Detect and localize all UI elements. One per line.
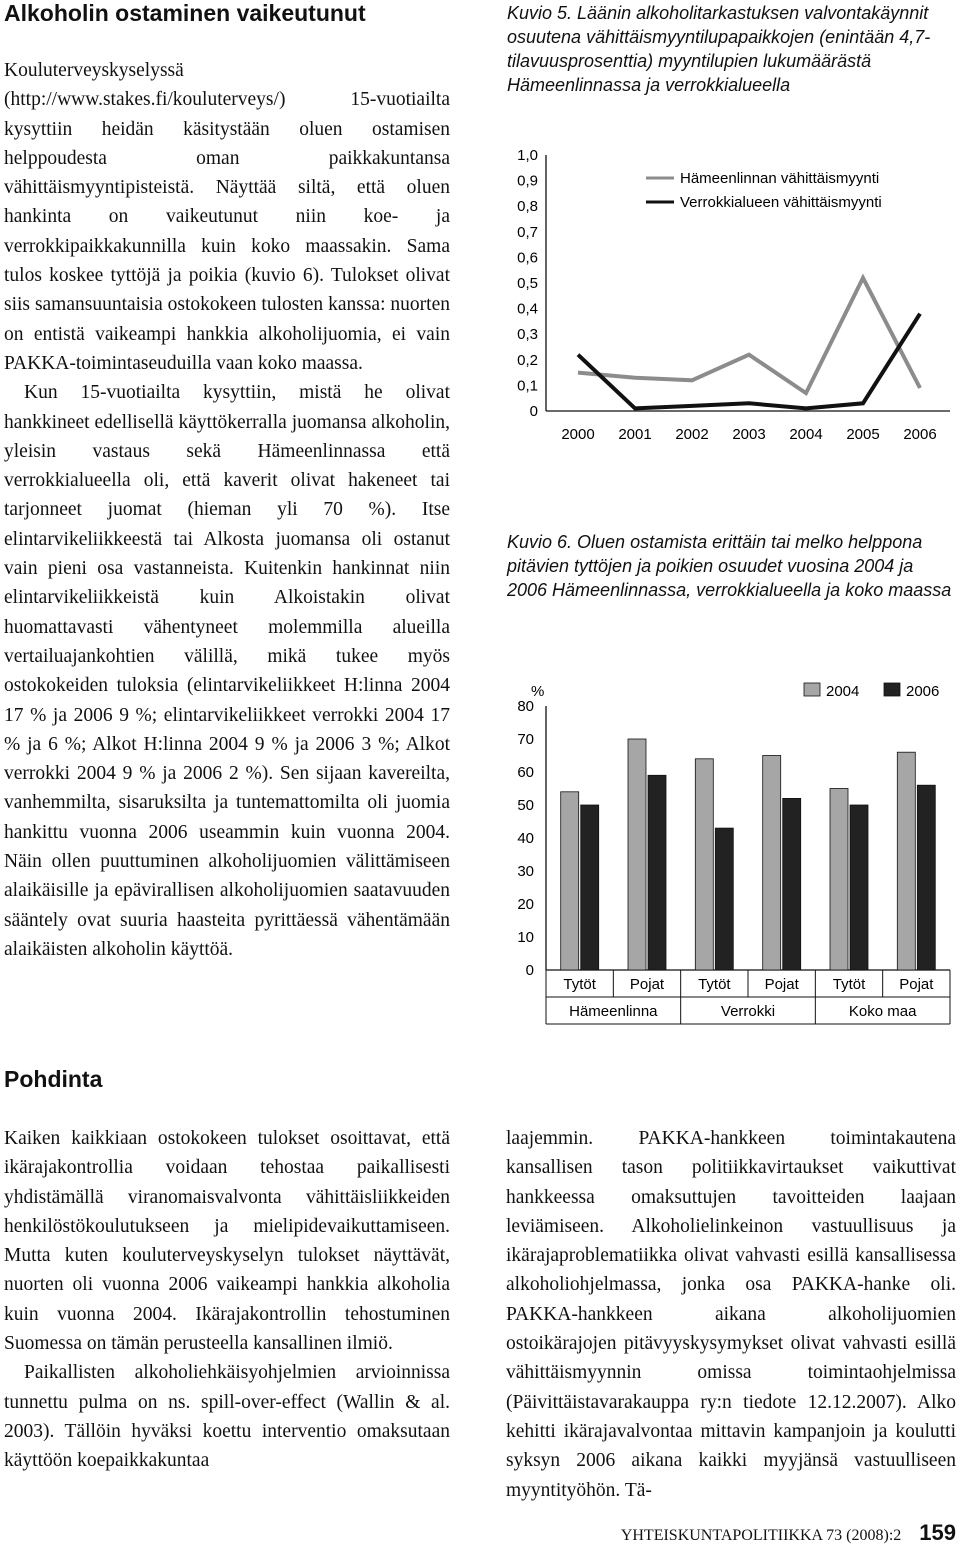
figure5-caption: Kuvio 5. Läänin alkoholitarkastuksen valvontakäynnit osuutena vähittäismyyntilupapaikkojen (enintään 4,7-tilavuusprosenttia) myyntilupien lukumäärästä Hämeenlinnassa ja verrokkialueella bbox=[507, 3, 931, 95]
bar bbox=[917, 785, 935, 970]
y-tick-label: 0 bbox=[529, 403, 538, 420]
bar bbox=[648, 775, 666, 970]
legend-swatch bbox=[884, 683, 900, 696]
x-tick-label: 2003 bbox=[732, 426, 766, 443]
article-title: Alkoholin ostaminen vaikeutunut bbox=[4, 0, 366, 26]
y-tick-label: 0,6 bbox=[517, 249, 538, 267]
x-tick-label: Tytöt bbox=[832, 976, 866, 993]
legend-swatch bbox=[804, 683, 820, 696]
y-tick-label: 1,0 bbox=[517, 147, 538, 164]
x-tick-label: Pojat bbox=[764, 976, 799, 993]
x-tick-label: Pojat bbox=[899, 976, 934, 993]
bar bbox=[715, 828, 733, 970]
y-tick-label: 0,4 bbox=[517, 300, 538, 318]
x-tick-label: Pojat bbox=[629, 976, 665, 993]
x-tick-label: 2000 bbox=[561, 426, 595, 443]
y-tick-label: 0,1 bbox=[517, 377, 538, 395]
paragraph: laajemmin. PAKKA-hankkeen toimintakautena kansallisen tason politiikkavirtaukset vaikuttivat hankkeessa omaksuttujen tavoitteiden laajaan leviämiseen. Alkoholielinkeinon vastuullisuus ja ikärajaproblematiikka olivat vahvasti esillä kansallisessa alkoholiohjelmassa, jonka osa PAKKA-hanke oli. PAKKA-hankkeen aikana alkoholijuomien ostoikärajojen pitävyyskysymykset olivat vahvasti esillä vähittäismyynnin omissa toimintaohjelmissa (Päivittäistavarakauppa ry:n tiedote 12.12.2007). Alko kehitti ikärajavalvontaa mittavin kampanjoin ja koulutti syksyn 2006 aikana kaikki myyjänsä vastuulliseen myyntityöhön. Tä- bbox=[506, 1128, 956, 1501]
paragraph: Kouluterveyskyselyssä (http://www.stakes.fi/kouluterveys/) 15-vuotiailta kysyttiin heidän käsitystään oluen ostamisen helppoudesta oman paikkakuntansa vähittäismyyntipisteistä. Näyttää siltä, että oluen hankinta on vaikeutunut niin koe- ja verrokkipaikkakunnilla kuin koko maassakin. Sama tulos koskee tyttöjä ja poikia (kuvio 6). Tulokset olivat siis samansuuntaisia ostokokeen tulosten kanssa: nuorten on entistä vaikeampi hankkia alkoholijuomia, ei vain PAKKA-toimintaseuduilla vaan koko maassa. bbox=[4, 60, 450, 374]
y-tick-label: 30 bbox=[517, 863, 534, 880]
bar-chart bbox=[506, 670, 956, 1050]
y-tick-label: 80 bbox=[517, 698, 534, 715]
bar bbox=[561, 792, 579, 970]
x-tick-label: 2004 bbox=[789, 426, 823, 443]
bar bbox=[695, 759, 713, 970]
series-line bbox=[578, 278, 920, 393]
y-unit-label: % bbox=[531, 683, 545, 700]
x-tick-label: 2006 bbox=[903, 426, 937, 443]
pohdinta-left-column bbox=[4, 1124, 450, 1476]
y-tick-label: 60 bbox=[517, 764, 534, 781]
y-tick-label: 0,3 bbox=[517, 326, 538, 344]
y-tick-label: 0,2 bbox=[517, 351, 538, 369]
y-tick-label: 0,8 bbox=[517, 198, 538, 216]
x-tick-label: Tytöt bbox=[698, 976, 731, 993]
legend-label: 2006 bbox=[906, 683, 940, 700]
article-body bbox=[4, 56, 450, 964]
y-tick-label: 0,9 bbox=[517, 172, 538, 190]
y-tick-label: 50 bbox=[517, 797, 534, 814]
line-chart bbox=[506, 130, 956, 460]
paragraph: Kaiken kaikkiaan ostokokeen tulokset osoittavat, että ikärajakontrollia voidaan tehostaa paikallisesti yhdistämällä viranomaisvalvonta vähittäisliikkeiden henkilöstökoulutukseen ja mielipidevaikuttamiseen. Mutta kuten kouluterveyskyselyn tulokset näyttävät, nuorten oli vuonna 2006 vaikeampi hankkia alkoholia kuin vuonna 2004. Ikärajakontrollin tehostuminen Suomessa on tämän perusteella kansallinen ilmiö. bbox=[4, 1128, 450, 1355]
group-label: Hämeenlinna bbox=[569, 1003, 658, 1020]
bar bbox=[850, 805, 868, 970]
section-title: Pohdinta bbox=[4, 1066, 103, 1092]
x-tick-label: Tytöt bbox=[563, 976, 596, 993]
group-label: Verrokki bbox=[720, 1003, 776, 1020]
y-tick-label: 0,5 bbox=[517, 275, 538, 292]
x-tick-label: 2002 bbox=[675, 426, 709, 443]
page-number: 159 bbox=[919, 1520, 956, 1545]
y-tick-label: 10 bbox=[517, 929, 534, 946]
paragraph: Kun 15-vuotiailta kysyttiin, mistä he olivat hankkineet edellisellä käyttökerralla juomansa alkoholin, yleisin vastaus sekä Hämeenlinnassa että verrokkialueella oli, että kaverit olivat hakeneet tai tarjonneet juomat (hieman yli 70 %). Itse elintarvikeliikkeestä tai Alkosta juomansa oli ostanut vain pieni osa vastanneista. Kuitenkin hankinnat niin elintarvikeliikkeistä kuin Alkoistakin olivat huomattavasti vähentyneet molemmilla alueilla vertailuajankohtien välillä, mikä tukee myös ostokokeiden tuloksia (elintarvikeliikkeet H:linna 2004 17 % ja 2006 9 %; elintarvikeliikkeet verrokki 2004 17 % ja 6 %; Alkot H:linna 2004 9 % ja 2006 3 %; Alkot verrokki 2004 9 % ja 2006 2 %). Sen sijaan kavereilta, vanhemmilta, sisaruksilta ja tuntemattomilta oli juomia hankittu vuonna 2006 useammin kuin vuonna 2004. Näin ollen puuttuminen alkoholijuomien välittämiseen alaikäisille ja epävirallisen alkoholijuomien saatavuuden sääntely ovat suuria haasteita pyrittäessä vähentämään alaikäisten alkoholin käyttöä. bbox=[4, 382, 450, 960]
pohdinta-right-column bbox=[506, 1124, 956, 1505]
x-tick-label: 2001 bbox=[618, 426, 652, 443]
x-tick-label: 2005 bbox=[846, 426, 880, 443]
paragraph: Paikallisten alkoholiehkäisyohjelmien arvioinnissa tunnettu pulma on ns. spill-over-effect (Wallin & al. 2003). Tällöin hyväksi koettu interventio omaksutaan käyttöön koepaikkakuntaa bbox=[4, 1362, 450, 1472]
page-footer bbox=[572, 1520, 956, 1546]
bar bbox=[783, 798, 801, 970]
bar bbox=[830, 789, 848, 971]
y-tick-label: 40 bbox=[517, 830, 534, 847]
y-tick-label: 0 bbox=[525, 962, 534, 979]
group-label: Koko maa bbox=[848, 1003, 917, 1020]
legend-label: Hämeenlinnan vähittäismyynti bbox=[680, 170, 880, 187]
bar bbox=[897, 752, 915, 970]
legend bbox=[646, 170, 882, 211]
y-tick-label: 0,7 bbox=[517, 223, 538, 241]
bar bbox=[628, 739, 646, 970]
legend-label: 2004 bbox=[826, 683, 860, 700]
bar bbox=[581, 805, 599, 970]
series-line bbox=[578, 314, 920, 409]
journal-name: YHTEISKUNTAPOLITIIKKA 73 (2008):2 bbox=[620, 1527, 902, 1544]
y-tick-label: 20 bbox=[517, 896, 534, 913]
legend bbox=[804, 683, 939, 700]
legend-label: Verrokkialueen vähittäismyynti bbox=[680, 194, 882, 211]
bar bbox=[763, 756, 781, 971]
figure6-caption: Kuvio 6. Oluen ostamista erittäin tai melko helppona pitävien tyttöjen ja poikien osuudet vuosina 2004 ja 2006 Hämeenlinnassa, verrokkialueella ja koko maassa bbox=[507, 532, 952, 600]
y-tick-label: 70 bbox=[517, 731, 534, 748]
